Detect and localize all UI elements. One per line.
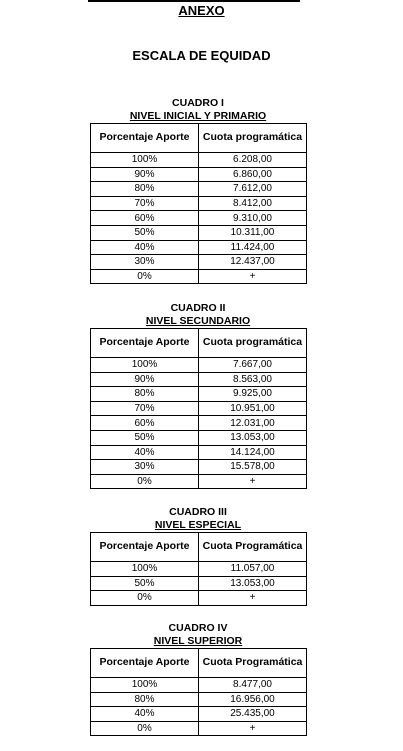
cuadro-3 [90, 506, 306, 606]
cuota-cell: 12.437,00 [199, 255, 307, 270]
cuadro-title: CUADRO I [172, 97, 224, 109]
table-row [91, 167, 307, 182]
porcentaje-cell: 80% [91, 387, 199, 402]
table-header-row [91, 649, 307, 678]
header-cuota: Cuota programática [199, 329, 307, 358]
table-row [91, 255, 307, 270]
porcentaje-cell: 100% [91, 562, 199, 577]
porcentaje-cell: 90% [91, 372, 199, 387]
cuota-cell: 11.057,00 [199, 562, 307, 577]
table-row [91, 358, 307, 373]
table-row [91, 460, 307, 475]
cuota-cell: 10.951,00 [199, 401, 307, 416]
porcentaje-cell: 60% [91, 416, 199, 431]
cuadro-subtitle: NIVEL ESPECIAL [154, 519, 242, 531]
cuota-cell: + [199, 474, 307, 489]
table-row [91, 416, 307, 431]
cuota-cell: 16.956,00 [199, 692, 307, 707]
table-row [91, 692, 307, 707]
table-row [91, 182, 307, 197]
cuota-cell: 12.031,00 [199, 416, 307, 431]
table-row [91, 707, 307, 722]
table-header-row [91, 124, 307, 153]
cuota-cell: 7.612,00 [199, 182, 307, 197]
table-row [91, 269, 307, 284]
cuota-cell: 25.435,00 [199, 707, 307, 722]
cuota-cell: 9.925,00 [199, 387, 307, 402]
table-row [91, 153, 307, 168]
porcentaje-cell: 50% [91, 576, 199, 591]
table-row [91, 430, 307, 445]
cuota-cell: 8.477,00 [199, 678, 307, 693]
porcentaje-cell: 40% [91, 240, 199, 255]
header-cuota: Cuota Programática [199, 533, 307, 562]
cuota-cell: + [199, 721, 307, 736]
cuota-cell: 14.124,00 [199, 445, 307, 460]
table-row [91, 576, 307, 591]
cuota-cell: 11.424,00 [199, 240, 307, 255]
porcentaje-cell: 100% [91, 678, 199, 693]
cuadro-title: CUADRO IV [168, 622, 228, 634]
porcentaje-cell: 40% [91, 445, 199, 460]
table-row [91, 445, 307, 460]
cuadro-title: CUADRO II [170, 302, 226, 314]
cuota-cell: + [199, 591, 307, 606]
table-row [91, 562, 307, 577]
cuadro-2 [90, 302, 306, 489]
equity-table [90, 123, 307, 284]
table-row [91, 387, 307, 402]
equity-table [90, 648, 307, 736]
porcentaje-cell: 70% [91, 196, 199, 211]
cuadro-subtitle: NIVEL SECUNDARIO [145, 315, 251, 327]
table-row [91, 591, 307, 606]
porcentaje-cell: 0% [91, 269, 199, 284]
header-porcentaje: Porcentaje Aporte [91, 533, 199, 562]
porcentaje-cell: 80% [91, 692, 199, 707]
cuadro-1 [90, 97, 306, 284]
document-title: ESCALA DE EQUIDAD [132, 48, 271, 63]
cuota-cell: 6.208,00 [199, 153, 307, 168]
table-row [91, 225, 307, 240]
table-row [91, 678, 307, 693]
porcentaje-cell: 0% [91, 474, 199, 489]
cuota-cell: 8.563,00 [199, 372, 307, 387]
table-row [91, 196, 307, 211]
cuota-cell: 15.578,00 [199, 460, 307, 475]
porcentaje-cell: 70% [91, 401, 199, 416]
porcentaje-cell: 30% [91, 460, 199, 475]
cuota-cell: 8.412,00 [199, 196, 307, 211]
top-rule [88, 0, 300, 2]
header-cuota: Cuota programática [199, 124, 307, 153]
table-row [91, 372, 307, 387]
table-row [91, 240, 307, 255]
porcentaje-cell: 30% [91, 255, 199, 270]
equity-table [90, 328, 307, 489]
cuadro-4 [90, 622, 306, 736]
cuadro-title: CUADRO III [169, 506, 227, 518]
header-porcentaje: Porcentaje Aporte [91, 124, 199, 153]
annex-title: ANEXO [178, 3, 225, 18]
cuota-cell: 7.667,00 [199, 358, 307, 373]
porcentaje-cell: 60% [91, 211, 199, 226]
porcentaje-cell: 100% [91, 153, 199, 168]
porcentaje-cell: 50% [91, 225, 199, 240]
porcentaje-cell: 0% [91, 721, 199, 736]
cuadro-subtitle: NIVEL INICIAL Y PRIMARIO [129, 110, 267, 122]
cuota-cell: 13.053,00 [199, 576, 307, 591]
cuota-cell: 6.860,00 [199, 167, 307, 182]
porcentaje-cell: 100% [91, 358, 199, 373]
cuota-cell: 9.310,00 [199, 211, 307, 226]
header-cuota: Cuota Programática [199, 649, 307, 678]
header-porcentaje: Porcentaje Aporte [91, 649, 199, 678]
table-row [91, 401, 307, 416]
table-row [91, 211, 307, 226]
porcentaje-cell: 50% [91, 430, 199, 445]
porcentaje-cell: 90% [91, 167, 199, 182]
cuota-cell: + [199, 269, 307, 284]
table-header-row [91, 329, 307, 358]
porcentaje-cell: 40% [91, 707, 199, 722]
header-porcentaje: Porcentaje Aporte [91, 329, 199, 358]
cuota-cell: 10.311,00 [199, 225, 307, 240]
table-row [91, 474, 307, 489]
equity-table [90, 532, 307, 606]
table-header-row [91, 533, 307, 562]
porcentaje-cell: 0% [91, 591, 199, 606]
cuadro-subtitle: NIVEL SUPERIOR [153, 635, 243, 647]
cuota-cell: 13.053,00 [199, 430, 307, 445]
table-row [91, 721, 307, 736]
porcentaje-cell: 80% [91, 182, 199, 197]
